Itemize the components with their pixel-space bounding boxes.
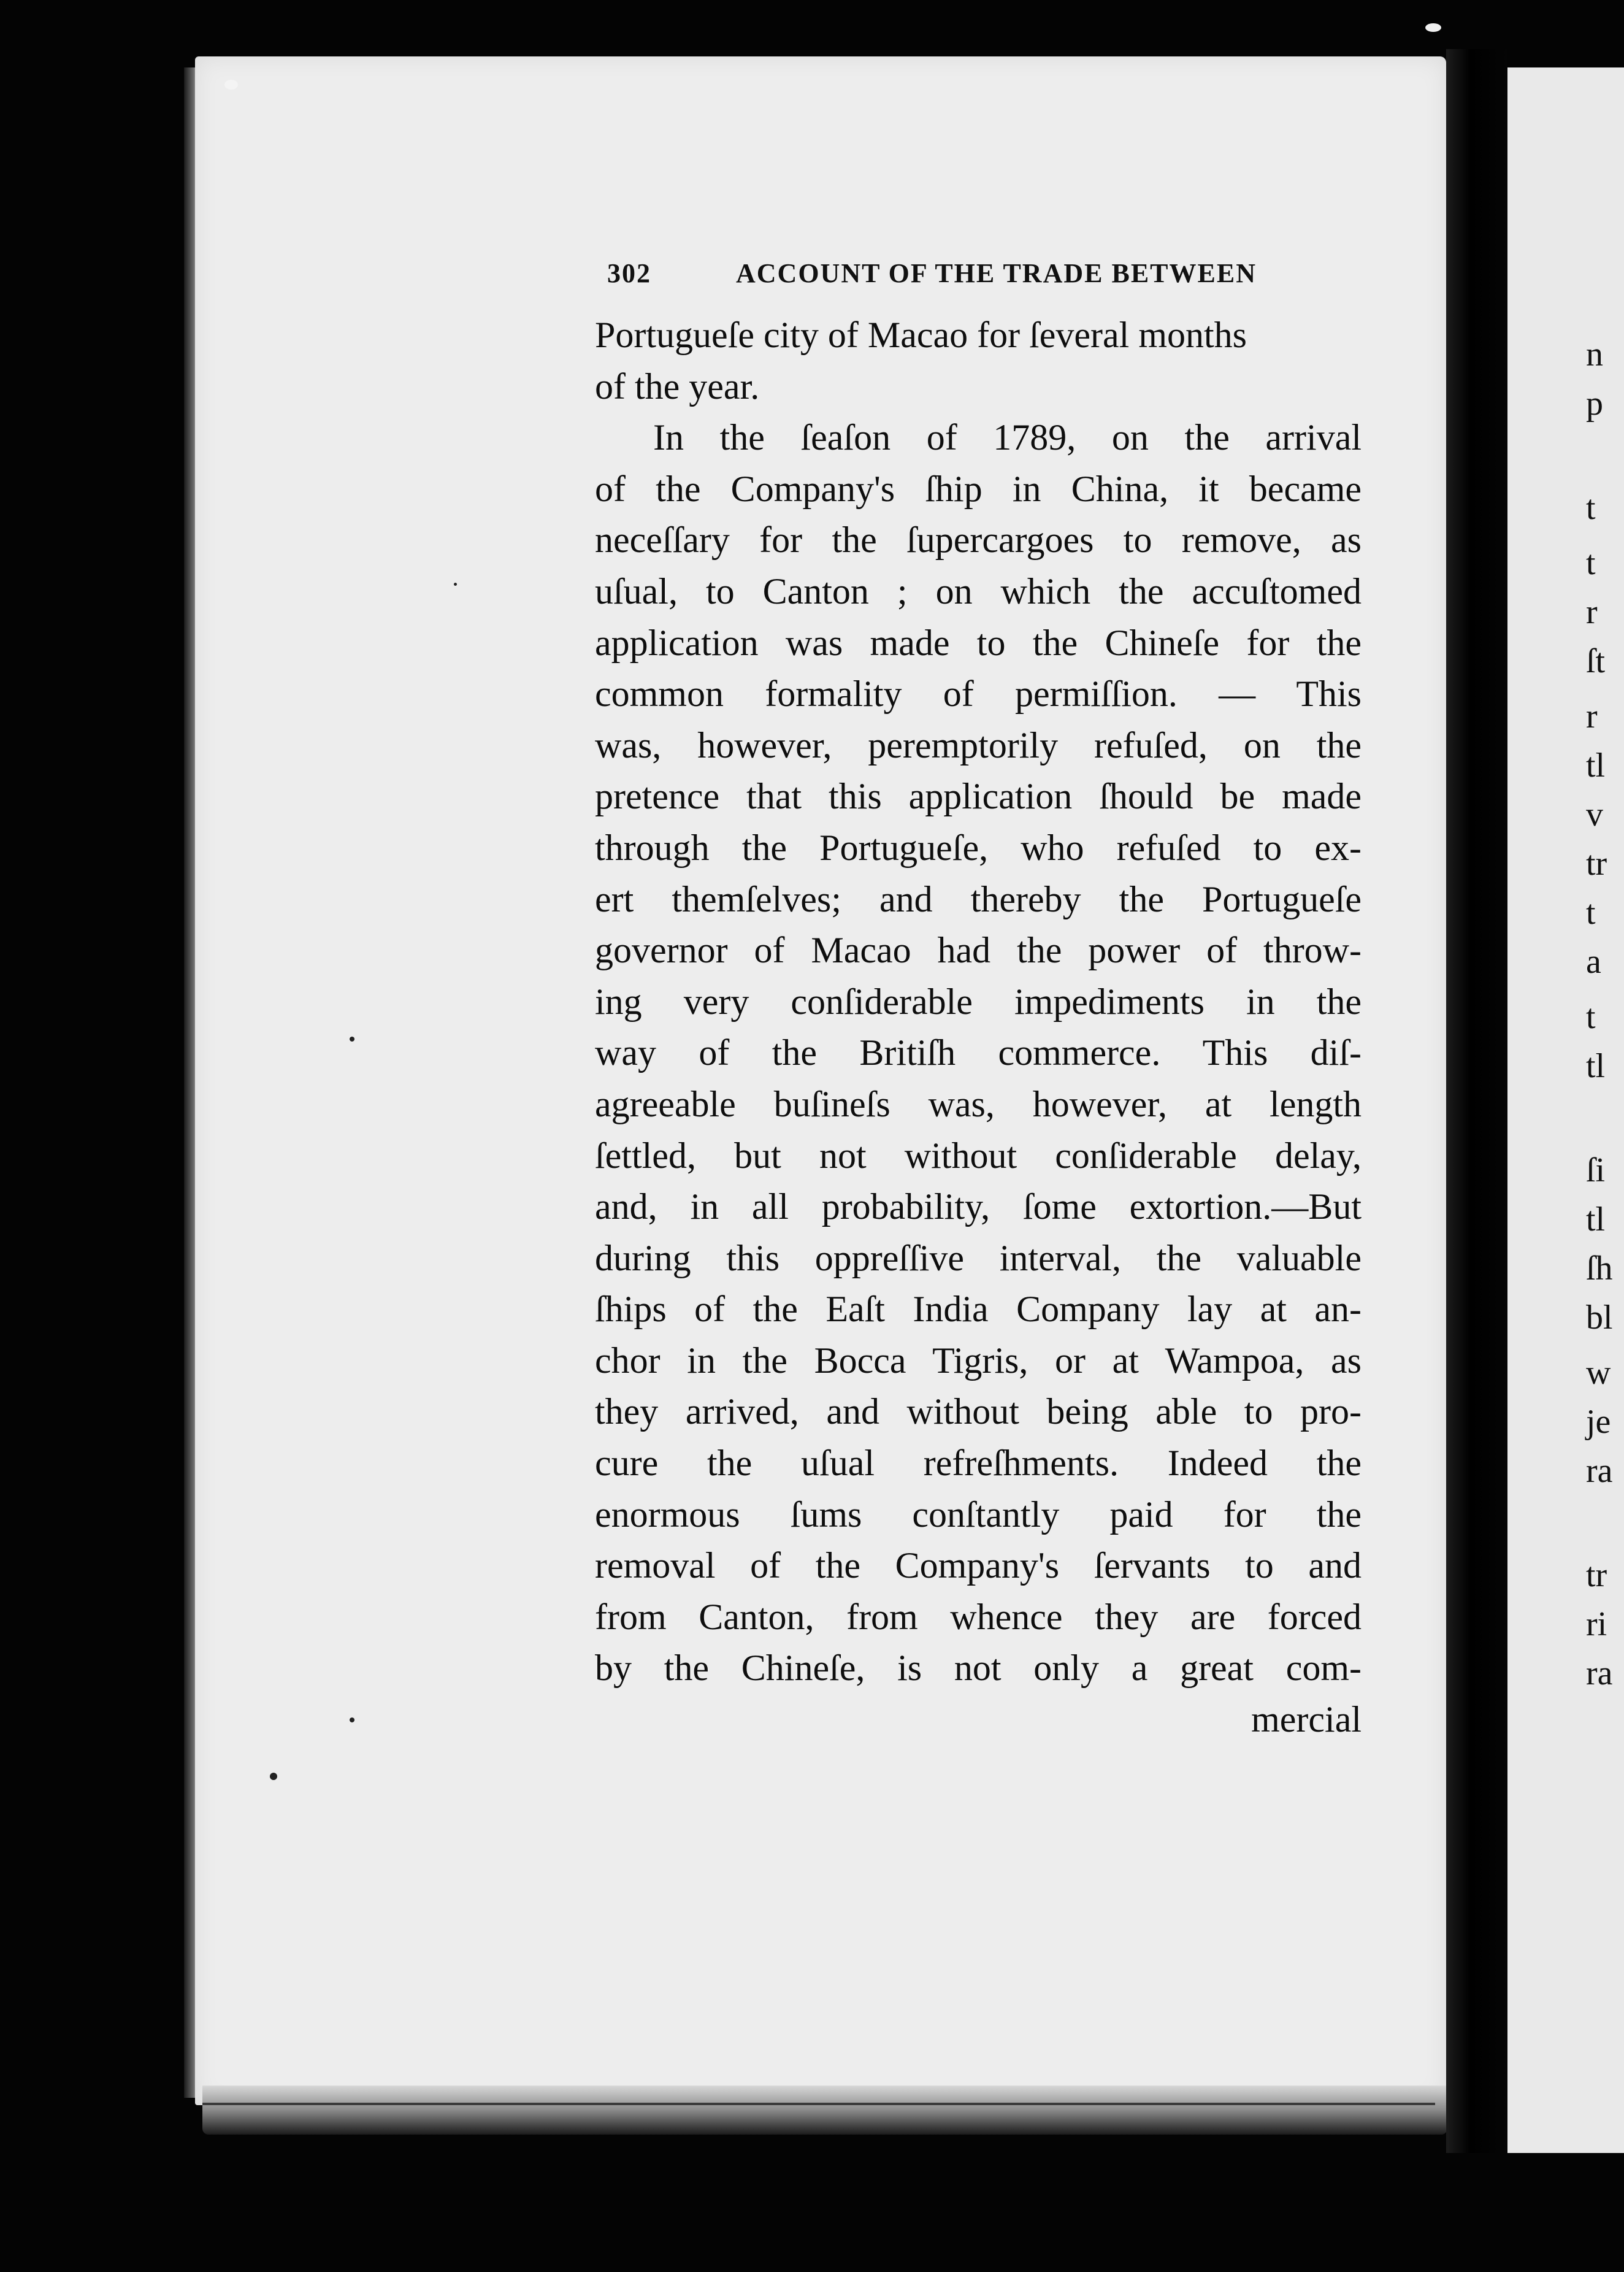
text-line: they arrived, and without being able to pro- [595,1391,1362,1432]
next-page-fragment: tr [1586,1556,1607,1594]
paper-speck [350,1717,354,1722]
text-line: and, in all probability, ſome extortion.—But [595,1186,1362,1227]
next-page-fragment: t [1586,489,1596,527]
text-line: enormous ſums conſtantly paid for the [595,1494,1362,1535]
text-line: ſettled, but not without conſiderable delay, [595,1135,1362,1176]
next-page-fragment: tr [1586,845,1607,883]
next-page-fragment: p [1586,385,1603,423]
text-line: application was made to the Chineſe for the [595,622,1362,663]
next-page-fragment: ra [1586,1654,1613,1692]
next-page-fragment: je [1586,1403,1611,1441]
next-page-fragment: tl [1586,1047,1606,1085]
text-line: common formality of permiſſion. — This [595,674,1362,715]
next-page-fragment: t [1586,894,1596,932]
text-line: cure the uſual refreſhments. Indeed the [595,1443,1362,1484]
text-line: ſhips of the Eaſt India Company lay at an- [595,1289,1362,1330]
text-line: governor of Macao had the power of throw- [595,930,1362,971]
paper-speck [350,1037,354,1042]
paper-speck [270,1773,277,1780]
text-line: of the Company's ſhip in China, it became [595,468,1362,509]
next-page-fragment: r [1586,593,1598,631]
paper-speck [1425,23,1441,32]
page-bottom-edge [202,2086,1447,2135]
paper-speck [454,583,457,586]
text-line: by the Chineſe, is not only a great com- [595,1648,1362,1689]
next-page-fragment: v [1586,796,1603,834]
next-page-fragment: n [1586,336,1603,374]
page-header [607,258,1294,301]
next-page-fragment: w [1586,1354,1611,1392]
text-line: way of the Britiſh commerce. This diſ- [595,1032,1362,1073]
text-line: In the ſeaſon of 1789, on the arrival [653,417,1362,458]
page-bottom-rule [202,2103,1435,2105]
text-line: ing very conſiderable impediments in the [595,981,1362,1022]
text-line: was, however, peremptorily refuſed, on the [595,724,1362,766]
text-line: removal of the Company's ſervants to and [595,1545,1362,1586]
next-page-fragment: ſi [1586,1151,1606,1189]
next-page-fragment: ſh [1586,1249,1613,1288]
text-line: of the year. [595,366,760,407]
next-page-fragment: ri [1586,1605,1607,1643]
catchword: mercial [1251,1699,1362,1740]
next-page-fragment: t [1586,544,1596,582]
next-page-fragment: tl [1586,1200,1606,1238]
next-page-fragment: ſt [1586,642,1606,680]
body-text [595,310,1362,1746]
page-number: 302 [607,258,651,288]
text-line: neceſſary for the ſupercargoes to remove, as [595,520,1362,561]
text-line: ert themſelves; and thereby the Portugueſe [595,878,1362,919]
text-line: agreeable buſineſs was, however, at length [595,1083,1362,1124]
book-gutter [1446,49,1507,2153]
text-line: through the Portugueſe, who refuſed to ex- [595,827,1362,868]
text-line: pretence that this application ſhould be made [595,776,1362,817]
next-page-sliver [1507,67,1624,2153]
running-head: ACCOUNT OF THE TRADE BETWEEN [736,258,1257,288]
next-page-fragment: a [1586,943,1601,981]
next-page-fragment: bl [1586,1299,1613,1337]
text-line: from Canton, from whence they are forced [595,1596,1362,1637]
text-line: uſual, to Canton ; on which the accuſtomed [595,570,1362,612]
next-page-fragment: ra [1586,1452,1613,1490]
text-line: chor in the Bocca Tigris, or at Wampoa, as [595,1340,1362,1381]
next-page-fragment: tl [1586,746,1606,785]
paper-speck [224,80,238,90]
text-line: Portugueſe city of Macao for ſeveral months [595,315,1247,355]
text-line: during this oppreſſive interval, the valuable [595,1237,1362,1278]
next-page-fragment: t [1586,998,1596,1036]
next-page-fragment: r [1586,697,1598,735]
